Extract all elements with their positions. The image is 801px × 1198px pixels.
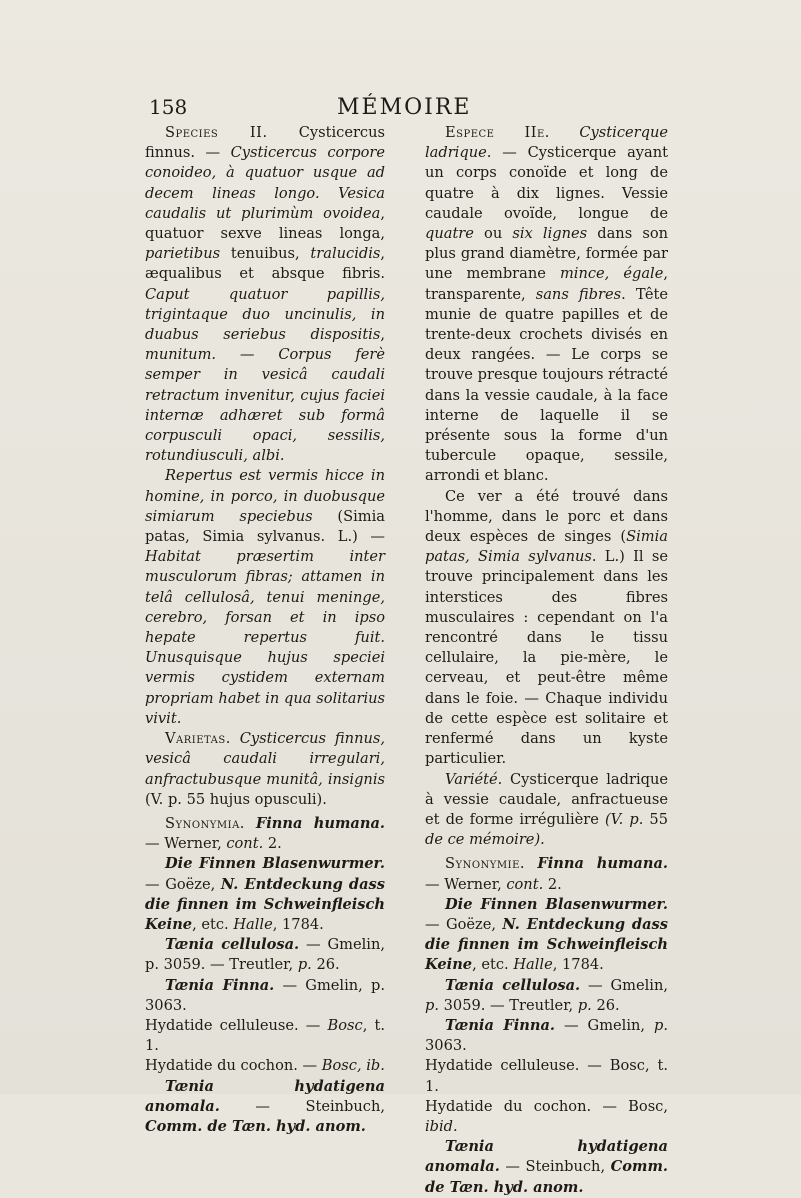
synonym-entry: Tænia Finna. — Gmelin, p. 3063. xyxy=(145,976,385,1014)
species-label: Espece IIe. xyxy=(445,124,550,141)
synonymy-latin: Synonymia. Finna humana. — Werner, cont. 2. xyxy=(145,814,385,853)
synonym-entry: Hydatide du cochon. — Bosc, ibid. xyxy=(425,1097,668,1135)
synonym-entry: Tænia cellulosa. — Gmelin, p. 3059. — Treutler, p. 26. xyxy=(145,936,385,974)
latin-column xyxy=(145,123,385,1137)
species-label: Species II. xyxy=(165,124,268,141)
synonymy-french: Synonymie. Finna humana. — Werner, cont. 2. xyxy=(425,855,668,893)
running-title: MÉMOIRE xyxy=(337,95,472,120)
synonym-entry: Tænia hydatigena anomala. — Steinbuch, Comm. de Tæn. hyd. anom. xyxy=(425,1138,668,1196)
synonym-entry: Tænia cellulosa. — Gmelin, p. 3059. — Treutler, p. 26. xyxy=(425,976,668,1014)
synonym-entry: Die Finnen Blasenwurmer. — Goëze, N. Entdeckung dass die finnen im Schweinfleisch Keine, etc. Halle, 1784. xyxy=(145,855,385,933)
synonym-entry: Tænia Finna. — Gmelin, p. 3063. xyxy=(425,1016,668,1055)
synonym-entry: Hydatide du cochon. — Bosc, ib. xyxy=(145,1057,385,1075)
habitat-french: Ce ver a été trouvé dans l'homme, dans le porc et dans deux espèces de singes (Simia patas, Simia sylvanus. L.) Il se trouve principalement dans les interstices des fibres musculaires : cependant on l'a rencontré dans le tissu cellulaire, la pie-mère, le cerveau, et peut-être même dans le foie. — Chaque individu de cette espèce est solitaire et renfermé dans un kyste particulier. xyxy=(425,487,668,768)
page-header xyxy=(145,95,665,121)
synonym-entry: Die Finnen Blasenwurmer. — Goëze, N. Entdeckung dass die finnen im Schweinfleisch Keine, etc. Halle, 1784. xyxy=(425,895,668,974)
french-column xyxy=(425,123,668,1198)
synonym-entry: Hydatide celluleuse. — Bosc, t. 1. xyxy=(145,1016,385,1055)
synonym-entry: Hydatide celluleuse. — Bosc, t. 1. xyxy=(425,1057,668,1095)
species-description-latin: Species II. Cysticercus finnus. — Cysticercus corpore conoideo, à quatuor usque ad decem lineas longo. Vesica caudalis ut plurimùm ovoidea, quatuor sexve lineas longa, parietibus tenuibus, tralucidis, æqualibus et absque fibris. Caput quatuor papillis, trigintaque duo uncinulis, in duabus seriebus dispositis, munitum. — Corpus ferè semper in vesicâ caudali retractum invenitur, cujus faciei internæ adhæret sub formâ corpusculi opaci, sessilis, rotundiusculi, albi. xyxy=(145,124,385,465)
synonym-entry: Tænia hydatigena anomala. — Steinbuch, Comm. de Tæn. hyd. anom. xyxy=(145,1077,385,1135)
page-number: 158 xyxy=(149,95,188,119)
species-description-french: Espece IIe. Cysticerque ladrique. — Cysticerque ayant un corps conoïde et long de quatre à dix lignes. Vessie caudale ovoïde, longue de quatre ou six lignes dans son plus grand diamètre, formée par une membrane mince, égale, transparente, sans fibres. Tête munie de quatre papilles et de trente-deux crochets divisés en deux rangées. — Le corps se trouve presque toujours rétracté dans la vessie caudale, à la face interne de laquelle il se présente sous la forme d'un tubercule opaque, sessile, arrondi et blanc. xyxy=(425,124,669,485)
variety-latin: Varietas. Cysticercus finnus, vesicâ caudali irregulari, anfractubusque munitâ, insignis (V. p. 55 hujus opusculi). xyxy=(145,730,385,808)
habitat-latin: Repertus est vermis hicce in homine, in porco, in duobusque simiarum speciebus (Simia patas, Simia sylvanus. L.) — Habitat præsertim inter musculorum fibras; attamen in telâ cellulosâ, tenui meninge, cerebro, forsan et in ipso hepate repertus fuit. Unusquisque hujus speciei vermis cystidem externam propriam habet in qua solitarius vivit. xyxy=(145,467,385,727)
variety-french: Variété. Cysticerque ladrique à vessie caudale, anfractueuse et de forme irrégulière (V. p. 55 de ce mémoire). xyxy=(425,770,668,849)
